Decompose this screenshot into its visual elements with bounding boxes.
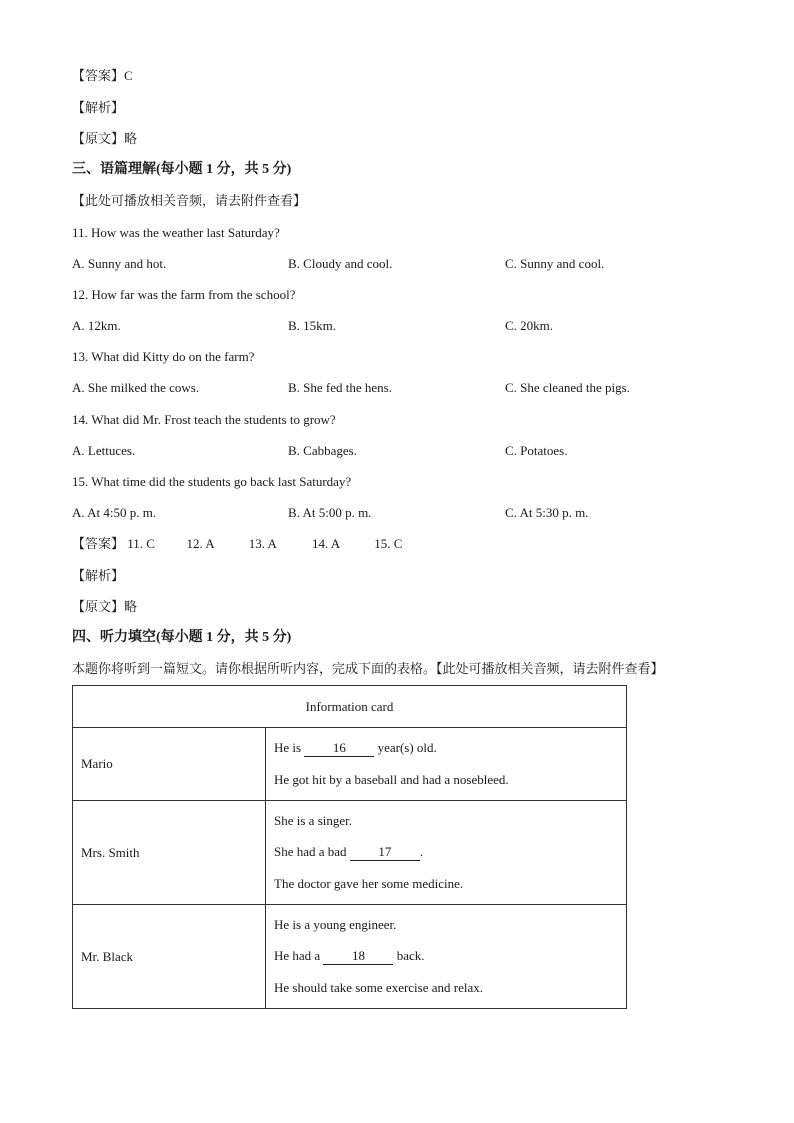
section3-analysis-label: 【解析】 xyxy=(72,568,125,583)
analysis-label: 【解析】 xyxy=(72,100,125,115)
table-row xyxy=(73,801,627,905)
option-13-a: A. She milked the cows. xyxy=(72,380,200,395)
option-14-c: C. Potatoes. xyxy=(505,443,568,458)
original-label: 【原文】 xyxy=(72,131,125,146)
question-13: 13. What did Kitty do on the farm? xyxy=(72,349,255,364)
original-line xyxy=(72,131,137,147)
row-name: Mr. Black xyxy=(73,905,266,1009)
option-12-b: B. 15km. xyxy=(288,318,337,333)
row-details xyxy=(266,728,627,801)
answer-line xyxy=(72,68,133,84)
option-13-b: B. She fed the hens. xyxy=(288,380,392,395)
detail-line: She had a bad 17 . xyxy=(274,844,424,859)
answer-item: 13. A xyxy=(248,536,277,551)
answer-item: 14. A xyxy=(312,536,341,551)
option-15-a: A. At 4:50 p. m. xyxy=(72,505,157,520)
row-details xyxy=(266,905,627,1009)
question-15: 15. What time did the students go back last Saturday? xyxy=(72,474,352,489)
question-12: 12. How far was the farm from the school? xyxy=(72,287,296,302)
blank-17: 17 xyxy=(350,844,420,861)
detail-line: He is 16 year(s) old. xyxy=(274,740,437,755)
information-card-table xyxy=(72,685,627,1009)
original-label: 【原文】 xyxy=(72,599,125,614)
option-14-a: A. Lettuces. xyxy=(72,443,136,458)
row-name: Mario xyxy=(73,728,266,801)
question-11: 11. How was the weather last Saturday? xyxy=(72,225,280,240)
detail-line: He had a 18 back. xyxy=(274,948,425,963)
option-13-c: C. She cleaned the pigs. xyxy=(505,380,630,395)
detail-line: The doctor gave her some medicine. xyxy=(274,876,464,891)
option-11-b: B. Cloudy and cool. xyxy=(288,256,393,271)
detail-line: He is a young engineer. xyxy=(274,917,397,932)
section3-title: 三、语篇理解(每小题 1 分，共 5 分) xyxy=(72,162,292,177)
answer-item: 15. C xyxy=(374,536,403,551)
original-value: 略 xyxy=(124,131,138,146)
section3-original-line xyxy=(72,599,137,615)
answer-value: C xyxy=(124,68,133,83)
section3-answers xyxy=(72,536,402,552)
option-14-b: B. Cabbages. xyxy=(288,443,357,458)
answer-label: 【答案】 xyxy=(72,68,125,83)
option-15-b: B. At 5:00 p. m. xyxy=(288,505,372,520)
table-row xyxy=(73,905,627,1009)
detail-line: He got hit by a baseball and had a nosebleed. xyxy=(274,772,509,787)
section4-instruction: 本题你将听到一篇短文。请你根据所听内容，完成下面的表格。【此处可播放相关音频，请去附件查看】 xyxy=(72,661,664,676)
option-11-a: A. Sunny and hot. xyxy=(72,256,167,271)
blank-18: 18 xyxy=(323,948,393,965)
option-12-a: A. 12km. xyxy=(72,318,121,333)
section3-audio-note: 【此处可播放相关音频，请去附件查看】 xyxy=(72,193,307,208)
answer-label: 【答案】 xyxy=(72,536,125,551)
row-name: Mrs. Smith xyxy=(73,801,266,905)
original-value: 略 xyxy=(124,599,138,614)
option-15-c: C. At 5:30 p. m. xyxy=(505,505,589,520)
detail-line: He should take some exercise and relax. xyxy=(274,980,484,995)
row-details xyxy=(266,801,627,905)
section4-title: 四、听力填空(每小题 1 分，共 5 分) xyxy=(72,630,292,645)
table-header: Information card xyxy=(73,686,627,728)
answer-item: 11. C xyxy=(127,536,155,551)
option-11-c: C. Sunny and cool. xyxy=(505,256,605,271)
table-row xyxy=(73,728,627,801)
option-12-c: C. 20km. xyxy=(505,318,554,333)
answer-item: 12. A xyxy=(186,536,215,551)
question-14: 14. What did Mr. Frost teach the students to grow? xyxy=(72,412,336,427)
blank-16: 16 xyxy=(304,740,374,757)
detail-line: She is a singer. xyxy=(274,813,352,828)
